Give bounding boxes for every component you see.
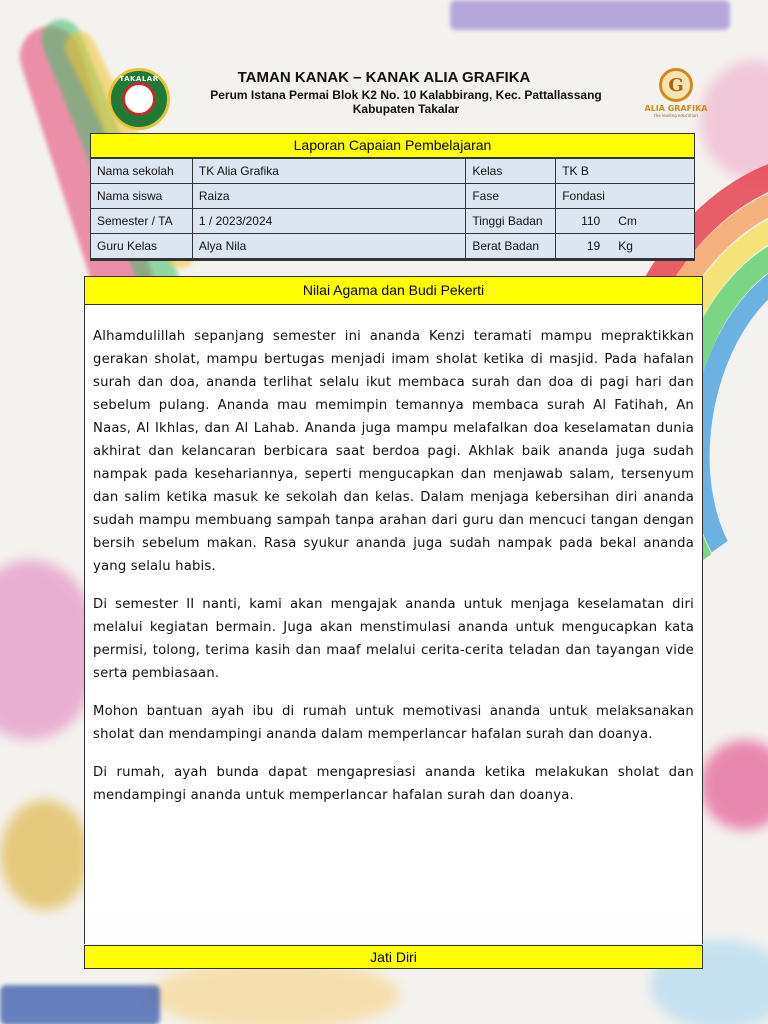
field-value-with-unit <box>556 234 695 259</box>
takalar-logo-text: TAKALAR <box>119 75 159 83</box>
paragraph: Di semester II nanti, kami akan mengajak ananda untuk menjaga keselamatan diri melalui kegiatan bermain. Juga akan menstimulasi ananda untuk mengucapkan kata permisi, tolong, terima kasih dan maaf melalui cerita-cerita teladan dan tayangan vide serta pembiasaan. <box>93 597 694 681</box>
section-identity <box>84 945 703 969</box>
weight-unit: Kg <box>618 239 633 253</box>
field-value: TK Alia Grafika <box>192 159 465 184</box>
field-label: Kelas <box>466 159 556 184</box>
weight-value: 19 <box>586 239 601 253</box>
student-info-table <box>90 158 695 259</box>
field-value: Raiza <box>192 184 465 209</box>
field-label: Guru Kelas <box>91 234 193 259</box>
student-info-box <box>90 133 695 261</box>
field-label: Nama siswa <box>91 184 193 209</box>
field-label: Semester / TA <box>91 209 193 234</box>
narrative-body <box>84 305 703 914</box>
field-label: Nama sekolah <box>91 159 193 184</box>
section-heading: Nilai Agama dan Budi Pekerti <box>84 276 703 305</box>
logo-tagline: the leading education <box>654 113 698 118</box>
table-row <box>91 209 695 234</box>
height-unit: Cm <box>618 214 637 228</box>
alia-grafika-logo <box>640 68 712 118</box>
divider <box>90 259 695 261</box>
school-regency: Kabupaten Takalar <box>352 102 460 116</box>
field-label: Fase <box>466 184 556 209</box>
section-heading: Jati Diri <box>84 945 703 969</box>
school-name: TAMAN KANAK – KANAK ALIA GRAFIKA <box>237 69 531 86</box>
field-label: Tinggi Badan <box>466 209 556 234</box>
paragraph: Alhamdulillah sepanjang semester ini ananda Kenzi teramati mampu mepraktikkan gerakan sholat, mampu bertugas menjadi imam sholat ketika di masjid. Pada hafalan surah dan doa, ananda terlihat selalu ikut membaca surah dan doa di pagi hari dan sebelum pulang. Ananda mau memimpin temannya membaca surah Al Fatihah, An Naas, Al Ikhlas, dan Al Lahab. Ananda juga mampu melafalkan doa keselamatan dunia akhirat dan kelancaran berbicara saat berdoa pagi. Akhlak baik ananda juga sudah nampak pada kesehariannya, seperti mengucapkan dan menjawab salam, tersenyum dan salim ketika masuk ke sekolah dan kelas. Dalam menjaga kebersihan diri ananda sudah mampu membuang sampah tanpa arahan dari guru dan mencuci tangan dengan bersih sebelum makan. Rasa syukur ananda juga sudah nampak pada bekal ananda yang selalu habis. <box>93 329 694 574</box>
ag-monogram-icon: G <box>659 68 693 102</box>
field-label: Berat Badan <box>466 234 556 259</box>
paragraph: Mohon bantuan ayah ibu di rumah untuk memotivasi ananda untuk melaksanakan sholat dan mendampingi ananda dalam memperlancar hafalan surah dan doanya. <box>93 704 694 742</box>
field-value: Alya Nila <box>192 234 465 259</box>
paragraph: Di rumah, ayah bunda dapat mengapresiasi ananda ketika melakukan sholat dan mendampingi ananda untuk memperlancar hafalan surah dan doanya. <box>93 765 694 803</box>
field-value: TK B <box>556 159 695 184</box>
logo-brand-text: ALIA GRAFIKA <box>644 104 708 113</box>
page-header <box>0 62 768 132</box>
table-row <box>91 184 695 209</box>
table-row <box>91 159 695 184</box>
report-title: Laporan Capaian Pembelajaran <box>90 133 695 158</box>
section-religion <box>84 276 703 944</box>
height-value: 110 <box>581 214 601 228</box>
school-address: Perum Istana Permai Blok K2 No. 10 Kalabbirang, Kec. Pattallassang <box>210 88 602 102</box>
field-value-with-unit <box>556 209 695 234</box>
field-value: 1 / 2023/2024 <box>192 209 465 234</box>
section-gap <box>84 914 703 944</box>
field-value: Fondasi <box>556 184 695 209</box>
table-row <box>91 234 695 259</box>
